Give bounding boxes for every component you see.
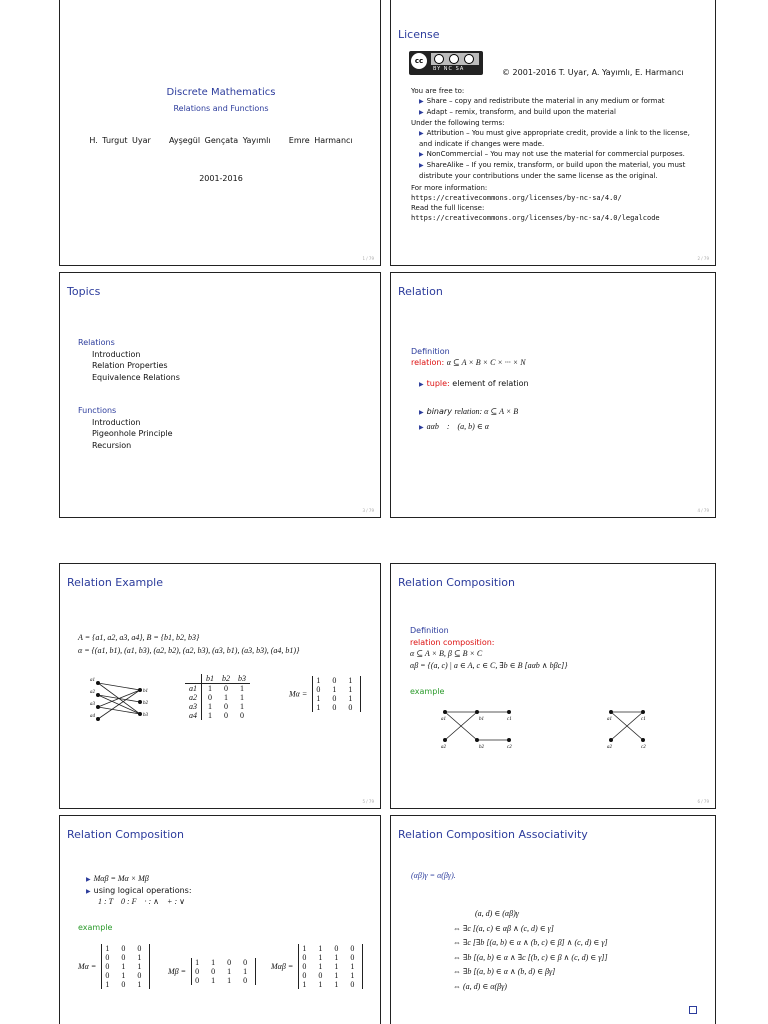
bullet-triangle-icon: ▶ bbox=[419, 109, 424, 116]
bullets bbox=[86, 874, 192, 908]
slide-composition-matrix bbox=[59, 815, 381, 1024]
term-item bbox=[411, 128, 699, 149]
sets-line: A = {a1, a2, a3, a4}, B = {b1, b2, b3} bbox=[78, 633, 200, 642]
page-number: 3 / 79 bbox=[362, 508, 374, 513]
graph-label: a3 bbox=[90, 702, 95, 707]
matrix-label: Mα = bbox=[289, 689, 308, 699]
logic-mapping: 1 : T 0 : F · : ∧ + : ∨ bbox=[98, 897, 185, 906]
definition-label: Definition bbox=[410, 626, 449, 635]
no-dollar-icon bbox=[449, 54, 459, 64]
slide-title bbox=[59, 0, 381, 266]
bullet-triangle-icon: ▶ bbox=[419, 162, 424, 169]
notation-left: aαb bbox=[426, 422, 439, 431]
graph-label: a2 bbox=[441, 745, 446, 750]
term-text: Attribution – You must give appropriate credit, provide a link to the license, and indicate if changes were made. bbox=[419, 129, 690, 148]
deck-subtitle: Relations and Functions bbox=[173, 104, 269, 113]
bullet-binary bbox=[419, 407, 518, 416]
matrix-block bbox=[289, 676, 361, 712]
slide-title: Relation Composition bbox=[67, 828, 184, 841]
free-to-heading: You are free to: bbox=[411, 87, 465, 95]
more-info-heading: For more information: bbox=[411, 184, 488, 192]
table-row: a4 1 0 0 bbox=[189, 711, 244, 720]
relation-line: α = {(a1, b1), (a1, b3), (a2, b2), (a2, b3), (a3, b1), (a3, b3), (a4, b1)} bbox=[78, 646, 300, 655]
graph-label: c2 bbox=[641, 745, 646, 750]
graph-label: a1 bbox=[90, 678, 95, 683]
topic-section-relations[interactable]: Relations bbox=[78, 338, 115, 347]
slide-title: Topics bbox=[67, 285, 101, 298]
page-number: 1 / 79 bbox=[362, 256, 374, 261]
badge-text: BY NC SA bbox=[433, 66, 465, 72]
graph-label: a2 bbox=[607, 745, 612, 750]
author-1: H. Turgut Uyar bbox=[89, 136, 151, 145]
table-row: a2 0 1 1 bbox=[189, 693, 244, 702]
matrix-row: 1 1 1 0 bbox=[302, 980, 360, 989]
term-item bbox=[411, 149, 699, 160]
graph-label: a2 bbox=[90, 690, 95, 695]
page-number: 6 / 79 bbox=[697, 799, 709, 804]
proof-line: ⇔ ∃b [(a, b) ∈ α ∧ (b, d) ∈ βγ] bbox=[453, 967, 556, 976]
bullet-tuple bbox=[419, 379, 529, 388]
matrix bbox=[312, 676, 361, 712]
person-icon bbox=[434, 54, 444, 64]
matrix-row: 1 1 0 0 bbox=[195, 958, 253, 967]
def-term: relation: bbox=[411, 358, 445, 367]
matrix bbox=[101, 944, 150, 989]
definition-term: relation composition: bbox=[410, 638, 495, 647]
bullet-term: tuple: bbox=[426, 379, 450, 388]
composition-graph-2 bbox=[605, 704, 655, 752]
graph-node-b1 bbox=[138, 688, 142, 692]
slide-relation-composition bbox=[390, 563, 716, 809]
graph-node-a2 bbox=[96, 693, 100, 697]
proof-line: (a, d) ∈ (αβ)γ bbox=[475, 909, 519, 918]
topic-item[interactable]: Equivalence Relations bbox=[92, 372, 180, 382]
full-license-url[interactable]: https://creativecommons.org/licenses/by-nc-sa/4.0/legalcode bbox=[411, 214, 660, 222]
license-icons bbox=[431, 53, 479, 65]
qed-square-icon bbox=[689, 1006, 697, 1014]
topic-item[interactable]: Relation Properties bbox=[92, 361, 168, 370]
bullet-triangle-icon: ▶ bbox=[419, 98, 424, 105]
proof bbox=[453, 907, 608, 994]
slide-relation bbox=[390, 272, 716, 518]
graph-node-a4 bbox=[96, 717, 100, 721]
matrix bbox=[191, 958, 256, 985]
bullet-triangle-icon: ▶ bbox=[86, 876, 91, 883]
full-license-heading: Read the full license: bbox=[411, 204, 485, 212]
bullet-text: relation: α ⊆ A × B bbox=[454, 407, 519, 416]
free-item-text: Share – copy and redistribute the material in any medium or format bbox=[426, 97, 665, 105]
slide-topics bbox=[59, 272, 381, 518]
graph-label: c1 bbox=[507, 717, 512, 722]
deck-years: 2001-2016 bbox=[199, 174, 243, 183]
matrix-row: 0 1 1 0 bbox=[302, 953, 360, 962]
matrix-row: 1 0 1 bbox=[105, 980, 147, 989]
bullet-triangle-icon: ▶ bbox=[419, 151, 424, 158]
matrix-row: 1 0 1 bbox=[316, 676, 358, 685]
matrix-row: 1 0 0 bbox=[316, 703, 358, 712]
definition-label: Definition bbox=[411, 347, 450, 356]
free-item bbox=[411, 96, 711, 107]
term-item bbox=[411, 160, 699, 181]
slide-title: Relation Composition bbox=[398, 576, 515, 589]
proof-line: ⇔ ∃c [∃b [(a, b) ∈ α ∧ (b, c) ∈ β] ∧ (c, d) ∈ γ] bbox=[453, 938, 608, 947]
slide-composition-associativity bbox=[390, 815, 716, 1024]
table-header-cell: b3 bbox=[238, 674, 246, 683]
bullet-text: Mαβ = Mα × Mβ bbox=[93, 874, 149, 883]
graph-node-b2 bbox=[138, 700, 142, 704]
copyright: © 2001-2016 T. Uyar, A. Yayımlı, E. Harmancı bbox=[502, 68, 684, 77]
matrix-label: Mα = bbox=[78, 962, 97, 971]
matrix-beta bbox=[168, 958, 256, 985]
table-header-cell: b2 bbox=[222, 674, 230, 683]
matrix-row: 0 1 0 bbox=[105, 971, 147, 980]
example-label: example bbox=[410, 687, 445, 696]
matrix-row: 1 1 0 0 bbox=[302, 944, 360, 953]
graph-label: b2 bbox=[479, 745, 484, 750]
slide-title: Relation Composition Associativity bbox=[398, 828, 588, 841]
license-body bbox=[411, 86, 711, 223]
matrix-row: 0 1 1 bbox=[316, 685, 358, 694]
composition-graph-1 bbox=[439, 704, 519, 752]
authors bbox=[60, 136, 381, 145]
definition-line-1: α ⊆ A × B, β ⊆ B × C bbox=[410, 649, 483, 658]
table-header-cell: b1 bbox=[202, 674, 219, 684]
theorem-statement: (αβ)γ = α(βγ). bbox=[411, 871, 456, 880]
bullet-triangle-icon: ▶ bbox=[419, 424, 424, 431]
matrix-label: Mαβ = bbox=[271, 962, 294, 971]
share-alike-icon bbox=[464, 54, 474, 64]
bullet-term: binary bbox=[426, 407, 452, 416]
slide-title: License bbox=[398, 28, 440, 41]
graph-label: b1 bbox=[143, 689, 148, 694]
graph-label: b1 bbox=[479, 717, 484, 722]
matrix-row: 0 0 1 1 bbox=[195, 967, 253, 976]
term-text: NonCommercial – You may not use the material for commercial purposes. bbox=[426, 150, 685, 158]
bullet-triangle-icon: ▶ bbox=[86, 887, 91, 895]
matrix-row: 0 0 1 1 bbox=[302, 971, 360, 980]
matrix-row: 0 1 1 0 bbox=[195, 976, 253, 985]
definition-line bbox=[411, 358, 526, 367]
topic-section-functions[interactable]: Functions bbox=[78, 406, 117, 415]
deck-title: Discrete Mathematics bbox=[166, 87, 276, 98]
matrix-row: 0 1 1 bbox=[105, 962, 147, 971]
topic-item[interactable]: Pigeonhole Principle bbox=[92, 429, 173, 438]
graph-node-b3 bbox=[138, 712, 142, 716]
slide-relation-example bbox=[59, 563, 381, 809]
graph-label: c1 bbox=[641, 717, 646, 722]
table-header-cell bbox=[185, 674, 202, 684]
topic-item[interactable]: Introduction bbox=[92, 417, 141, 427]
matrix-row: 1 0 1 bbox=[316, 694, 358, 703]
terms-heading: Under the following terms: bbox=[411, 119, 505, 127]
table-row: a1 1 0 1 bbox=[189, 684, 244, 693]
topic-item[interactable]: Recursion bbox=[92, 440, 132, 450]
slide-license bbox=[390, 0, 716, 266]
graph-label: a1 bbox=[607, 717, 612, 722]
graph-node-a3 bbox=[96, 705, 100, 709]
example-label: example bbox=[78, 923, 113, 932]
bullet-text: element of relation bbox=[452, 379, 529, 388]
bullet-triangle-icon: ▶ bbox=[419, 381, 424, 388]
relation-table bbox=[185, 674, 250, 720]
graph-label: a1 bbox=[441, 717, 446, 722]
matrix-row: 0 0 1 bbox=[105, 953, 147, 962]
proof-line: ⇔ ∃b [(a, b) ∈ α ∧ ∃c [(b, c) ∈ β ∧ (c, d) ∈ γ]] bbox=[453, 952, 608, 962]
graph-label: b2 bbox=[143, 701, 148, 706]
def-expr: α ⊆ A × B × C × ··· × N bbox=[446, 358, 526, 367]
page-number: 5 / 79 bbox=[362, 799, 374, 804]
term-text: ShareAlike – If you remix, transform, or build upon the material, you must distribute your contributions under the same license as the original. bbox=[419, 161, 686, 180]
author-2: Ayşegül Gençata Yayımlı bbox=[168, 136, 271, 145]
page-number: 2 / 79 bbox=[697, 256, 709, 261]
relation-graph bbox=[90, 677, 150, 725]
graph-label: c2 bbox=[507, 745, 512, 750]
bullet-notation: ▶ aαb : (a, b) ∈ α bbox=[419, 422, 489, 431]
author-3: Emre Harmancı bbox=[288, 136, 353, 145]
page-number: 4 / 79 bbox=[697, 508, 709, 513]
slide-title: Relation Example bbox=[67, 576, 164, 589]
cc-license-badge bbox=[409, 51, 483, 75]
bullet bbox=[86, 874, 192, 886]
free-item-text: Adapt – remix, transform, and build upon the material bbox=[426, 108, 616, 116]
matrix-row: 0 1 1 1 bbox=[302, 962, 360, 971]
topic-item[interactable]: Introduction bbox=[92, 349, 141, 359]
proof-line: ⇔ ∃c [(a, c) ∈ αβ ∧ (c, d) ∈ γ] bbox=[453, 923, 554, 933]
table-row: a3 1 0 1 bbox=[189, 702, 244, 711]
matrix-alpha-beta bbox=[271, 944, 363, 989]
definition-line-2: αβ = {(a, c) | a ∈ A, c ∈ C, ∃b ∈ B [aαb ∧ bβc]} bbox=[410, 661, 568, 670]
cc-icon: cc bbox=[411, 53, 427, 69]
proof-line: ⇔ (a, d) ∈ α(βγ) bbox=[453, 981, 507, 991]
bullet-triangle-icon: ▶ bbox=[419, 130, 424, 137]
matrix-row: 1 0 0 bbox=[105, 944, 147, 953]
topics-list bbox=[78, 337, 180, 451]
bullet-triangle-icon: ▶ bbox=[419, 409, 424, 416]
notation-right: (a, b) ∈ α bbox=[457, 422, 489, 431]
more-info-url[interactable]: https://creativecommons.org/licenses/by-nc-sa/4.0/ bbox=[411, 194, 622, 202]
graph-label: a4 bbox=[90, 714, 95, 719]
slide-title: Relation bbox=[398, 285, 443, 298]
matrix bbox=[298, 944, 363, 989]
matrix-alpha bbox=[78, 944, 150, 989]
graph-label: b3 bbox=[143, 713, 148, 718]
bullet-text: using logical operations: bbox=[93, 885, 192, 895]
graph-node-a1 bbox=[96, 681, 100, 685]
bullet bbox=[86, 886, 192, 898]
matrix-label: Mβ = bbox=[168, 967, 187, 976]
free-item bbox=[411, 107, 711, 118]
